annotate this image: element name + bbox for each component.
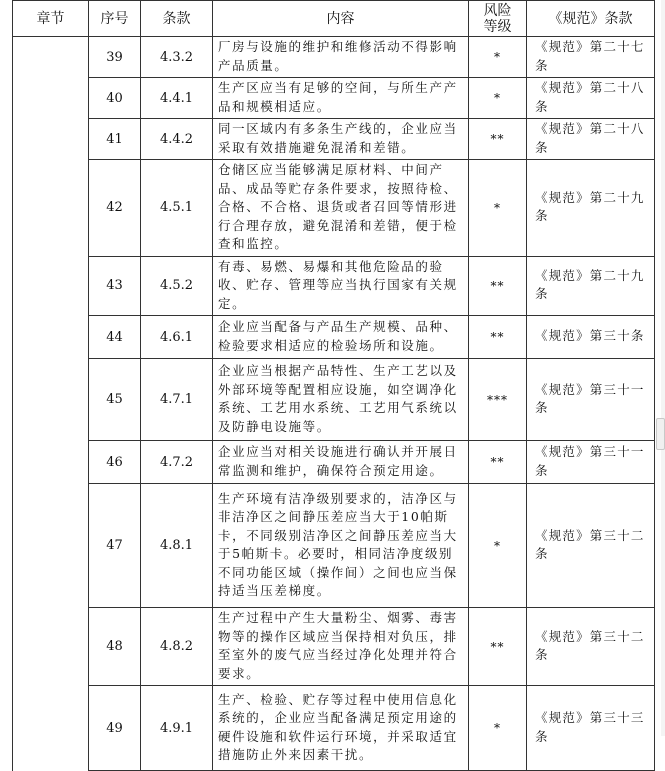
clause-cell: 4.8.2 xyxy=(141,608,213,686)
seq-cell: 39 xyxy=(89,37,141,78)
table-row xyxy=(13,359,655,441)
risk-cell: * xyxy=(469,37,527,78)
table-row xyxy=(13,686,655,771)
risk-cell: * xyxy=(469,160,527,257)
clause-cell: 4.4.2 xyxy=(141,119,213,160)
table-row xyxy=(13,484,655,608)
ref-cell: 《规范》第三十一条 xyxy=(527,441,655,484)
ref-cell: 《规范》第三十二条 xyxy=(527,608,655,686)
risk-cell: ** xyxy=(469,119,527,160)
seq-cell: 46 xyxy=(89,441,141,484)
risk-cell: ** xyxy=(469,256,527,316)
clause-cell: 4.6.1 xyxy=(141,316,213,359)
content-cell: 企业应当根据产品特性、生产工艺以及外部环境等配置相应设施，如空调净化系统、工艺用水系统、工艺用气系统以及防静电设施等。 xyxy=(213,359,469,441)
seq-cell: 41 xyxy=(89,119,141,160)
content-cell: 生产环境有洁净级别要求的，洁净区与非洁净区之间静压差应当大于10帕斯卡，不同级别洁净区之间静压差应当大于5帕斯卡。必要时，相同洁净度级别不同功能区域（操作间）之间也应当保持适当压差梯度。 xyxy=(213,484,469,608)
content-cell: 生产、检验、贮存等过程中使用信息化系统的，企业应当配备满足预定用途的硬件设施和软件运行环境，并采取适宜措施防止外来因素干扰。 xyxy=(213,686,469,771)
ref-cell: 《规范》第二十八条 xyxy=(527,119,655,160)
table-row xyxy=(13,37,655,78)
ref-cell: 《规范》第二十七条 xyxy=(527,37,655,78)
ref-cell: 《规范》第三十条 xyxy=(527,316,655,359)
clause-cell: 4.7.1 xyxy=(141,359,213,441)
clause-cell: 4.3.2 xyxy=(141,37,213,78)
seq-cell: 44 xyxy=(89,316,141,359)
seq-cell: 48 xyxy=(89,608,141,686)
table-row xyxy=(13,608,655,686)
risk-cell: * xyxy=(469,78,527,119)
table-row xyxy=(13,256,655,316)
ref-cell: 《规范》第二十八条 xyxy=(527,78,655,119)
header-risk: 风险等级 xyxy=(469,1,527,37)
risk-cell: ** xyxy=(469,316,527,359)
table-row xyxy=(13,119,655,160)
header-content: 内容 xyxy=(213,1,469,37)
risk-cell: * xyxy=(469,686,527,771)
risk-cell: ** xyxy=(469,608,527,686)
seq-cell: 47 xyxy=(89,484,141,608)
seq-cell: 42 xyxy=(89,160,141,257)
ref-cell: 《规范》第二十九条 xyxy=(527,160,655,257)
content-cell: 厂房与设施的维护和维修活动不得影响产品质量。 xyxy=(213,37,469,78)
header-seq: 序号 xyxy=(89,1,141,37)
risk-cell: ** xyxy=(469,441,527,484)
risk-cell: * xyxy=(469,484,527,608)
seq-cell: 49 xyxy=(89,686,141,771)
clause-cell: 4.8.1 xyxy=(141,484,213,608)
seq-cell: 40 xyxy=(89,78,141,119)
header-ref: 《规范》条款 xyxy=(527,1,655,37)
header-chapter: 章节 xyxy=(13,1,89,37)
ref-cell: 《规范》第二十九条 xyxy=(527,256,655,316)
content-cell: 仓储区应当能够满足原材料、中间产品、成品等贮存条件要求，按照待检、合格、不合格、退货或者召回等情形进行合理存放，避免混淆和差错，便于检查和监控。 xyxy=(213,160,469,257)
content-cell: 企业应当配备与产品生产规模、品种、检验要求相适应的检验场所和设施。 xyxy=(213,316,469,359)
vertical-scrollbar[interactable] xyxy=(661,0,665,736)
scrollbar-thumb[interactable] xyxy=(656,418,665,450)
clause-cell: 4.7.2 xyxy=(141,441,213,484)
content-cell: 生产区应当有足够的空间，与所生产产品和规模相适应。 xyxy=(213,78,469,119)
clause-cell: 4.4.1 xyxy=(141,78,213,119)
table-row xyxy=(13,160,655,257)
seq-cell: 45 xyxy=(89,359,141,441)
ref-cell: 《规范》第三十二条 xyxy=(527,484,655,608)
content-cell: 同一区域内有多条生产线的，企业应当采取有效措施避免混淆和差错。 xyxy=(213,119,469,160)
content-cell: 企业应当对相关设施进行确认并开展日常监测和维护，确保符合预定用途。 xyxy=(213,441,469,484)
content-cell: 生产过程中产生大量粉尘、烟雾、毒害物等的操作区域应当保持相对负压，排至室外的废气应当经过净化处理并符合要求。 xyxy=(213,608,469,686)
ref-cell: 《规范》第三十三条 xyxy=(527,686,655,771)
content-cell: 有毒、易燃、易爆和其他危险品的验收、贮存、管理等应当执行国家有关规定。 xyxy=(213,256,469,316)
seq-cell: 43 xyxy=(89,256,141,316)
clause-cell: 4.5.2 xyxy=(141,256,213,316)
table-header-row xyxy=(13,1,655,37)
table-row xyxy=(13,78,655,119)
regulation-table xyxy=(12,0,655,771)
risk-cell: *** xyxy=(469,359,527,441)
header-clause: 条款 xyxy=(141,1,213,37)
clause-cell: 4.5.1 xyxy=(141,160,213,257)
chapter-cell xyxy=(13,37,89,771)
clause-cell: 4.9.1 xyxy=(141,686,213,771)
table-row xyxy=(13,316,655,359)
table-row xyxy=(13,441,655,484)
ref-cell: 《规范》第三十一条 xyxy=(527,359,655,441)
